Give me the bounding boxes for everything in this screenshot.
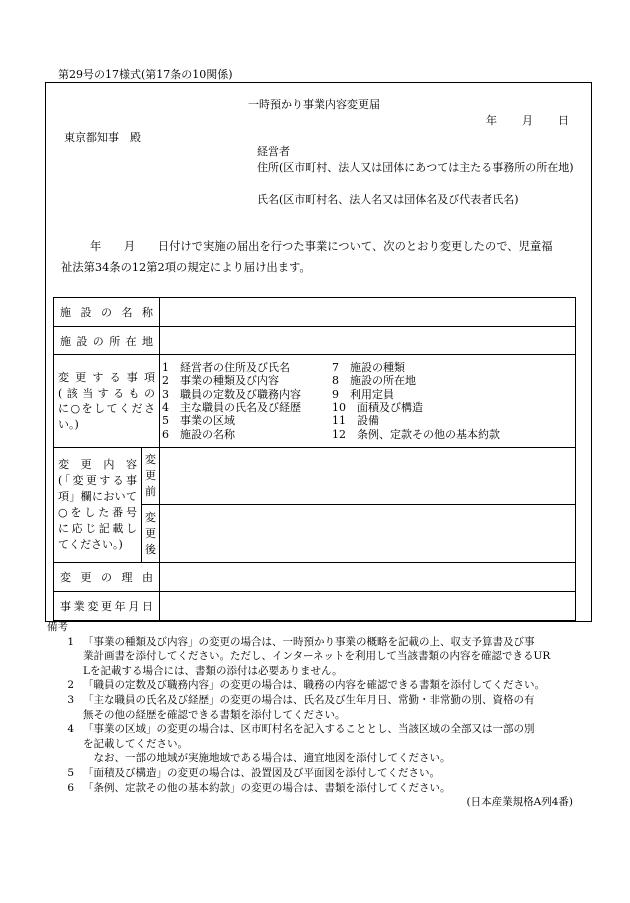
change-items-label: 変更する事項 (該当するもの に○をしてくださ い。) (54, 355, 160, 448)
facility-name-label: 施設の名称 (54, 298, 160, 327)
change-content-label: 変更内容 (「変更する事 項」欄において ○をした番号 に応じ記載し てください。) (54, 448, 142, 563)
note-item: 6 「条例、定款その他の基本約款」の変更の場合は、書類を添付してください。 (67, 781, 451, 794)
note-item: 1 「事業の種類及び内容」の変更の場合は、一時預かり事業の概略を記載の上、収支予算書及び事 業計画書を添付してください。ただし、インターネットを利用して当該書類の内容を確認できるUR Lを記載する場合には、書類の添付は必要ありません。 (67, 635, 551, 677)
change-item-row (162, 361, 573, 374)
change-item-row (162, 428, 573, 441)
reason-field[interactable] (160, 563, 576, 592)
before-field[interactable] (160, 448, 576, 505)
change-item[interactable]: 4 主な職員の氏名及び経歴 (162, 401, 301, 414)
operator-name: 氏名(区市町村名、法人名又は団体名及び代表者氏名) (257, 193, 519, 206)
note-item: 2 「職員の定数及び職務内容」の変更の場合は、職務の内容を確認できる書類を添付してください。 (67, 679, 545, 692)
notes-section (47, 620, 595, 810)
facility-address-label: 施設の所在地 (54, 327, 160, 355)
change-item-row (162, 388, 573, 401)
body-line-1: 年 月 日付けで実施の届出を行つた事業について、次のとおり変更したので、児童福 (90, 240, 553, 253)
addressee: 東京都知事 殿 (64, 131, 141, 144)
change-item[interactable]: 10 面積及び構造 (332, 401, 423, 414)
facility-name-field[interactable] (160, 298, 576, 327)
change-item-row (162, 374, 573, 387)
change-item-row (162, 414, 573, 427)
change-item-row (162, 401, 573, 414)
form-title: 一時預かり事業内容変更届 (248, 98, 380, 111)
before-label: 変 更 前 (142, 448, 160, 505)
change-item[interactable]: 3 職員の定数及び職務内容 (162, 387, 301, 401)
date-line: 年 月 日 (486, 114, 570, 127)
change-date-label: 事業変更年月日 (54, 592, 160, 621)
facility-address-field[interactable] (160, 327, 576, 355)
change-item[interactable]: 11 設備 (332, 414, 379, 428)
after-label: 変 更 後 (142, 505, 160, 563)
change-item[interactable]: 7 施設の種類 (332, 361, 405, 375)
reason-label: 変更の理由 (54, 563, 160, 592)
change-item[interactable]: 6 施設の名称 (162, 427, 235, 441)
operator-address: 住所(区市町村、法人又は団体にあつては主たる事務所の所在地) (257, 161, 574, 174)
change-item[interactable]: 2 事業の種類及び内容 (162, 374, 279, 388)
body-line-2: 祉法第34条の12第2項の規定により届け出ます。 (61, 261, 311, 274)
change-item[interactable]: 5 事業の区域 (162, 414, 235, 428)
change-item[interactable]: 8 施設の所在地 (332, 374, 416, 388)
change-item[interactable]: 1 経営者の住所及び氏名 (162, 361, 290, 375)
change-item[interactable]: 9 利用定員 (332, 387, 394, 401)
note-item: 4 「事業の区域」の変更の場合は、区市町村名を記入することとし、当該区域の全部又は一部の別 を記載してください。 なお、一部の地域が実施地域である場合は、適宜地図を添付してください。 (67, 723, 535, 765)
footer-standard: (日本産業規格A列4番) (466, 796, 573, 809)
change-items-list (160, 355, 576, 448)
operator-label: 経営者 (257, 145, 290, 158)
note-item: 5 「面積及び構造」の変更の場合は、設置図及び平面図を添付してください。 (67, 766, 440, 779)
change-form-table (53, 297, 576, 621)
change-item[interactable]: 12 条例、定款その他の基本約款 (332, 427, 500, 441)
after-field[interactable] (160, 505, 576, 563)
note-item: 3 「主な職員の氏名及び経歴」の変更の場合は、氏名及び生年月日、常勤・非常勤の別、資格の有 無その他の経歴を確認できる書類を添付してください。 (67, 693, 535, 721)
change-date-field[interactable] (160, 592, 576, 621)
notes-header: 備考 (47, 621, 68, 633)
form-number: 第29号の17様式(第17条の10関係) (58, 68, 233, 81)
